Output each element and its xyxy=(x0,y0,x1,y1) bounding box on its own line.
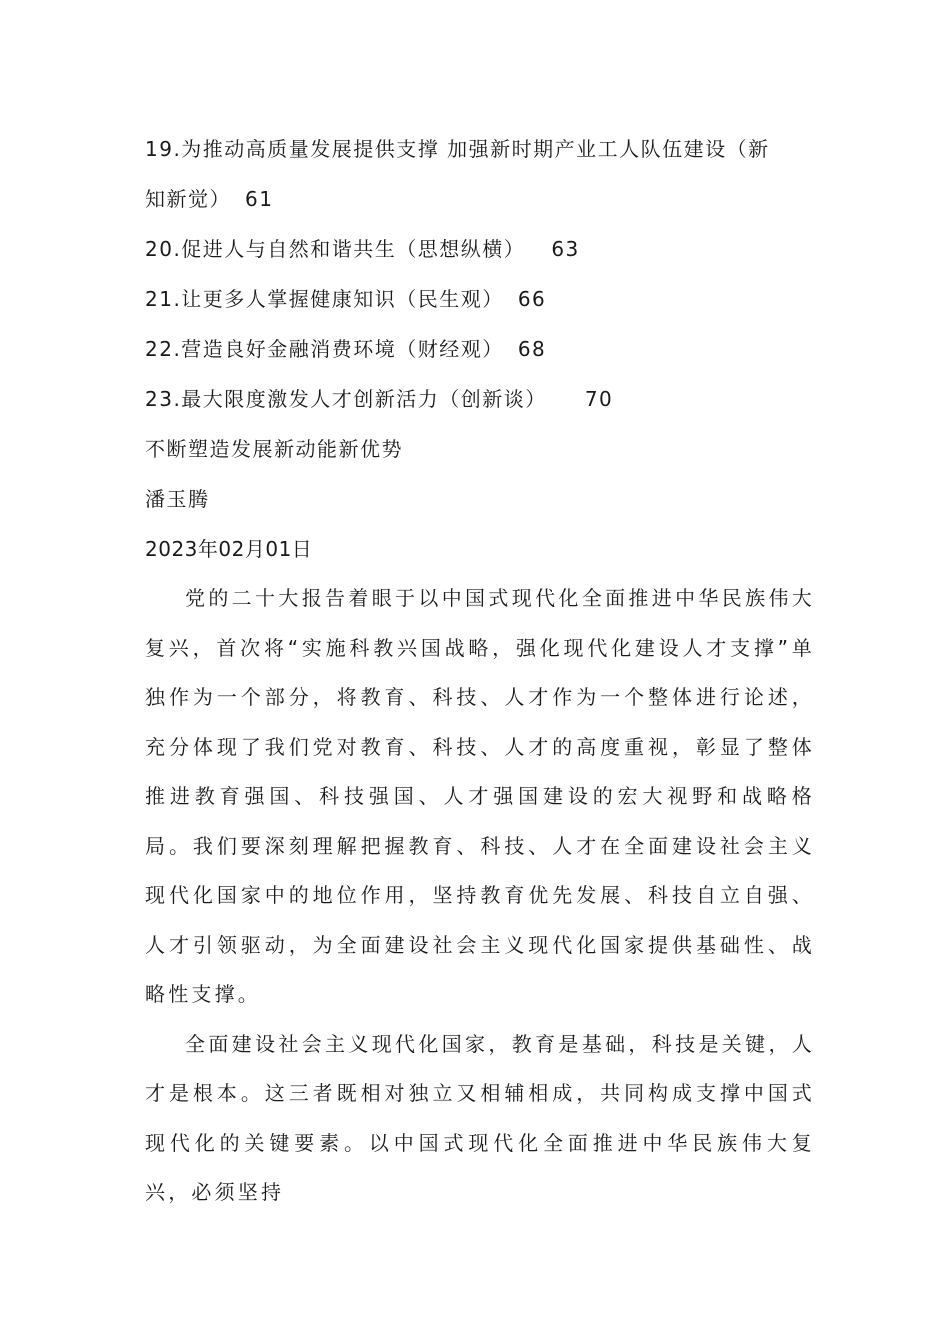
toc-page-number: 63 xyxy=(551,237,580,261)
article-author: 潘玉腾 xyxy=(145,487,210,511)
article-title: 不断塑造发展新动能新优势 xyxy=(145,437,403,461)
toc-page-number: 61 xyxy=(245,187,274,211)
toc-entry-text: 22.营造良好金融消费环境（财经观） xyxy=(145,337,504,361)
toc-entry-text: 21.让更多人掌握健康知识（民生观） xyxy=(145,287,504,311)
toc-entry-21 xyxy=(145,274,815,324)
article-paragraph: 党的二十大报告着眼于以中国式现代化全面推进中华民族伟大复兴，首次将“实施科教兴国战略，强化现代化建设人才支撑”单独作为一个部分，将教育、科技、人才作为一个整体进行论述，充分体现了我们党对教育、科技、人才的高度重视，彰显了整体推进教育强国、科技强国、人才强国建设的宏大视野和战略格局。我们要深刻理解把握教育、科技、人才在全面建设社会主义现代化国家中的地位作用，坚持教育优先发展、科技自立自强、人才引领驱动，为全面建设社会主义现代化国家提供基础性、战略性支撑。 xyxy=(145,586,815,1006)
article-date: 2023年02月01日 xyxy=(145,537,313,561)
toc-entry-20 xyxy=(145,224,815,274)
table-of-contents xyxy=(145,124,815,424)
toc-entry-19-line-1: 19.为推动高质量发展提供支撑 加强新时期产业工人队伍建设（新 xyxy=(145,137,770,161)
toc-entry-text: 20.促进人与自然和谐共生（思想纵横） xyxy=(145,237,526,261)
toc-page-number: 68 xyxy=(517,337,547,361)
toc-entry-22 xyxy=(145,324,815,374)
document-content xyxy=(145,124,815,1218)
toc-page-number: 66 xyxy=(517,287,547,311)
toc-entry-19-line-2: 知新觉） 61 xyxy=(145,187,274,211)
toc-entry-text: 23.最大限度激发人才创新活力（创新谈） xyxy=(145,387,547,411)
toc-entry-23 xyxy=(145,374,815,424)
article-paragraph: 全面建设社会主义现代化国家，教育是基础，科技是关键，人才是根本。这三者既相对独立又相辅相成，共同构成支撑中国式现代化的关键要素。以中国式现代化全面推进中华民族伟大复兴，必须坚持 xyxy=(145,1031,815,1204)
toc-page-number: 70 xyxy=(584,387,614,411)
